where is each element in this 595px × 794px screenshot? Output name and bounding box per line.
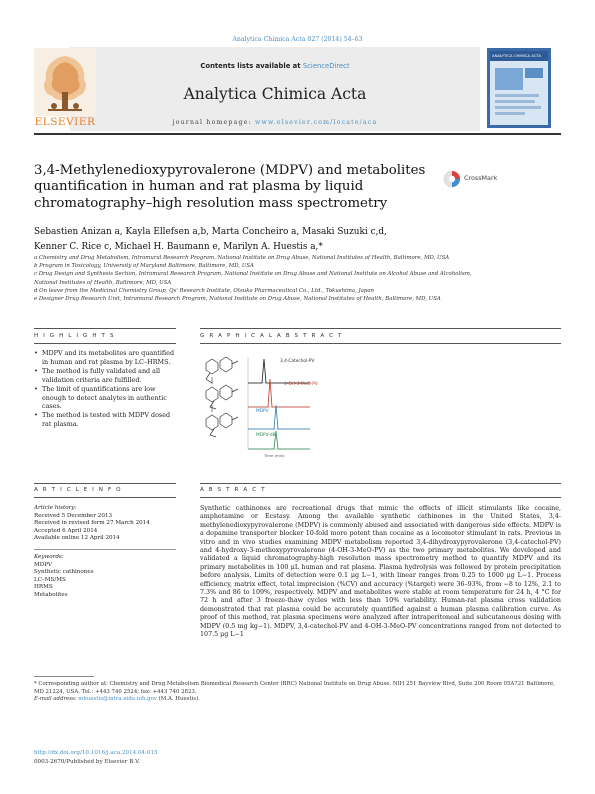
article-info-heading: A R T I C L E I N F O bbox=[34, 487, 123, 493]
journal-cover-thumbnail[interactable] bbox=[487, 48, 551, 128]
keyword: HRMS bbox=[34, 584, 53, 591]
highlights-list bbox=[34, 349, 176, 429]
journal-title: Analytica Chimica Acta bbox=[183, 85, 367, 103]
keywords-rule bbox=[34, 549, 176, 550]
graphical-abstract-figure bbox=[200, 349, 390, 461]
article-info-rule-bottom bbox=[34, 497, 176, 498]
homepage-link[interactable]: www.elsevier.com/locate/aca bbox=[254, 119, 378, 126]
chromatogram-label: 4-OH-3-MeO-PV bbox=[284, 382, 318, 387]
email-link[interactable]: mhuestis@intra.nida.nih.gov bbox=[78, 696, 157, 703]
affiliation: National Institutes of Health, Baltimore, MD, USA bbox=[34, 279, 172, 286]
history-entry: Available online 12 April 2014 bbox=[34, 535, 120, 541]
footnote bbox=[34, 681, 561, 704]
affiliations bbox=[34, 254, 561, 303]
authors-line-2: Kenner C. Rice c, Michael H. Baumann e, Marilyn A. Huestis a,* bbox=[34, 241, 323, 252]
keyword: Metabolites bbox=[34, 591, 68, 598]
graphical-abstract-rule-top bbox=[200, 328, 561, 329]
sciencedirect-link[interactable]: ScienceDirect bbox=[302, 62, 350, 70]
chromatogram-axis-label: Time (min) bbox=[264, 453, 285, 458]
crossmark-icon bbox=[443, 170, 461, 188]
abstract-body: Synthetic cathinones are recreational drugs that mimic the effects of illicit stimulants like cocaine, amphetamine or Ecstasy. Among the available synthetic cathinones in the United States, 3,4-methylenedioxypyrovalerone (MDPV) is commonly abused and associated with dangerous side effects. MDPV is a dopamine transporter blocker 10-fold more potent than cocaine as a locomotor stimulant in rats. Previous in vitro and in vivo studies examining MDPV metabolism reported 3,4-dihydroxypyrovalerone (3,4-catechol-PV) and 4-hydroxy-3-methoxypyrovalerone (4-OH-3-MeO-PV) as the two primary metabolites. We developed and validated a liquid chromatography-high resolution mass spectrometry method to quantify MDPV and its primary metabolites in 100 μL human and rat plasma. Plasma hydrolysis was followed by protein precipitation before analysis. Limits of detection were 0.1 μg L−1, with linear ranges from 0.25 to 1000 μg L−1. Process efficiency, matrix effect, total imprecision (%CV) and accuracy (%target) were 36–93%, from −8 to 12%, 2.1 to 7.3% and 86 to 109%, respectively. MDPV and metabolites were stable at room temperature for 24 h, 4 °C for 72 h and after 3 freeze-thaw cycles with less than 10% variability. Human-rat plasma cross validation demonstrated that rat plasma could be accurately quantified against a human plasma calibration curve. As proof of this method, rat plasma specimens were analyzed after intraperitoneal and subcutaneous dosing with MDPV (0.5 mg kg−1). MDPV, 3,4-catechol-PV and 4-OH-3-MeO-PV concentrations ranged from not detected to 107.5 μg L−1 bbox=[200, 505, 561, 639]
email-suffix: (M.A. Huestis). bbox=[156, 696, 200, 703]
keyword: Synthetic cathinones bbox=[34, 569, 94, 576]
affiliation: b Program in Toxicology, University of Maryland Baltimore, Baltimore, MD, USA bbox=[34, 263, 254, 270]
graphical-abstract-rule-bottom bbox=[200, 343, 561, 344]
journal-reference[interactable]: Analytica Chimica Acta 827 (2014) 54–63 bbox=[232, 36, 363, 43]
footnote-rule bbox=[34, 676, 94, 677]
keywords-heading: Keywords: bbox=[34, 554, 64, 561]
highlights-heading: H I G H L I G H T S bbox=[34, 333, 116, 339]
highlights-rule-bottom bbox=[34, 343, 176, 344]
affiliation: e Designer Drug Research Unit, Intramural Research Program, National Institute on Drug Abuse, National Institutes of Health, Baltimore, MD, USA bbox=[34, 296, 441, 303]
contents-prefix: Contents lists available at bbox=[200, 62, 303, 70]
highlights-rule-top bbox=[34, 328, 176, 329]
crossmark-badge[interactable] bbox=[443, 170, 527, 190]
crossmark-label: CrossMark bbox=[464, 174, 498, 182]
chromatogram-label: 3,4-Catechol-PV bbox=[280, 359, 315, 364]
elsevier-wordmark: ELSEVIER bbox=[34, 116, 96, 128]
copyright: 0003-2670/Published by Elsevier B.V. bbox=[34, 759, 140, 765]
history-entry: Received 5 December 2013 bbox=[34, 512, 113, 519]
journal-homepage bbox=[70, 119, 480, 126]
highlight-item: • The method is tested with MDPV dosed rat plasma. bbox=[34, 411, 176, 429]
history-entry: Received in revised form 27 March 2014 bbox=[34, 520, 150, 526]
chromatogram-label: MDPV-d8 bbox=[256, 433, 276, 438]
abstract-rule-top bbox=[200, 483, 561, 484]
corresponding-author-note: * Corresponding author at: Chemistry and Drug Metabolism Biomedical Research Center (BRC) National Institute on Drug Abuse, NIH 251 Bayview Blvd, Suite 200 Room 05A721 Baltimore, MD 21224, USA. Tel.: +443 740 2524; fax: +443 740 2823. bbox=[34, 681, 555, 695]
authors-line-1: Sebastien Anizan a, Kayla Ellefsen a,b, Marta Concheiro a, Masaki Suzuki c,d, bbox=[34, 227, 387, 237]
contents-line bbox=[70, 62, 480, 70]
elsevier-logo[interactable] bbox=[34, 48, 96, 130]
author-list bbox=[34, 225, 464, 254]
cover-title: ANALYTICA CHIMICA ACTA bbox=[492, 53, 542, 58]
affiliation: a Chemistry and Drug Metabolism, Intramural Research Program, National Institute on Drug Abuse, National Institutes of Health, Baltimore, MD, USA bbox=[34, 255, 450, 261]
highlight-item: • The method is fully validated and all validation criteria are fulfilled. bbox=[34, 367, 176, 385]
graphical-abstract-heading: G R A P H I C A L A B S T R A C T bbox=[200, 333, 344, 339]
page-footer bbox=[34, 749, 334, 767]
affiliation: d On leave from the Medicinal Chemistry Group, Qs' Research Institute, Otsuka Pharmaceutical Co., Ltd., Tokushima, Japan bbox=[34, 287, 375, 294]
affiliation: c Drug Design and Synthesis Section, Intramural Research Program, National Institute on Drug Abuse and National Institute on Alcohol Abuse and Alcoholism, bbox=[34, 271, 472, 278]
keyword: LC–MS/MS bbox=[34, 576, 66, 583]
highlight-item: • The limit of quantifications are low enough to detect analytes in authentic cases. bbox=[34, 385, 176, 412]
keyword: MDPV bbox=[34, 561, 53, 568]
header-rule bbox=[34, 133, 561, 135]
chromatogram-label: MDPV bbox=[256, 409, 269, 414]
abstract-rule-bottom bbox=[200, 497, 561, 498]
email-line bbox=[34, 696, 561, 704]
journal-cover-image bbox=[487, 48, 551, 128]
article-title: 3,4-Methylenedioxypyrovalerone (MDPV) and metabolites quantification in human and rat plasma by liquid chromatography–high resolution mass spectrometry bbox=[34, 163, 426, 211]
article-info bbox=[34, 505, 184, 599]
homepage-prefix: journal homepage: bbox=[172, 119, 255, 126]
abstract-heading: A B S T R A C T bbox=[200, 487, 267, 493]
article-info-rule-top bbox=[34, 483, 176, 484]
chromatogram-figure bbox=[200, 349, 390, 461]
doi-link[interactable]: http://dx.doi.org/10.1016/j.aca.2014.04.015 bbox=[34, 750, 158, 756]
highlight-item: • MDPV and its metabolites are quantified in human and rat plasma by LC–HRMS. bbox=[34, 349, 176, 367]
email-prefix: E-mail address: bbox=[34, 696, 79, 703]
history-heading: Article history: bbox=[34, 505, 77, 511]
history-entry: Accepted 6 April 2014 bbox=[34, 527, 98, 534]
